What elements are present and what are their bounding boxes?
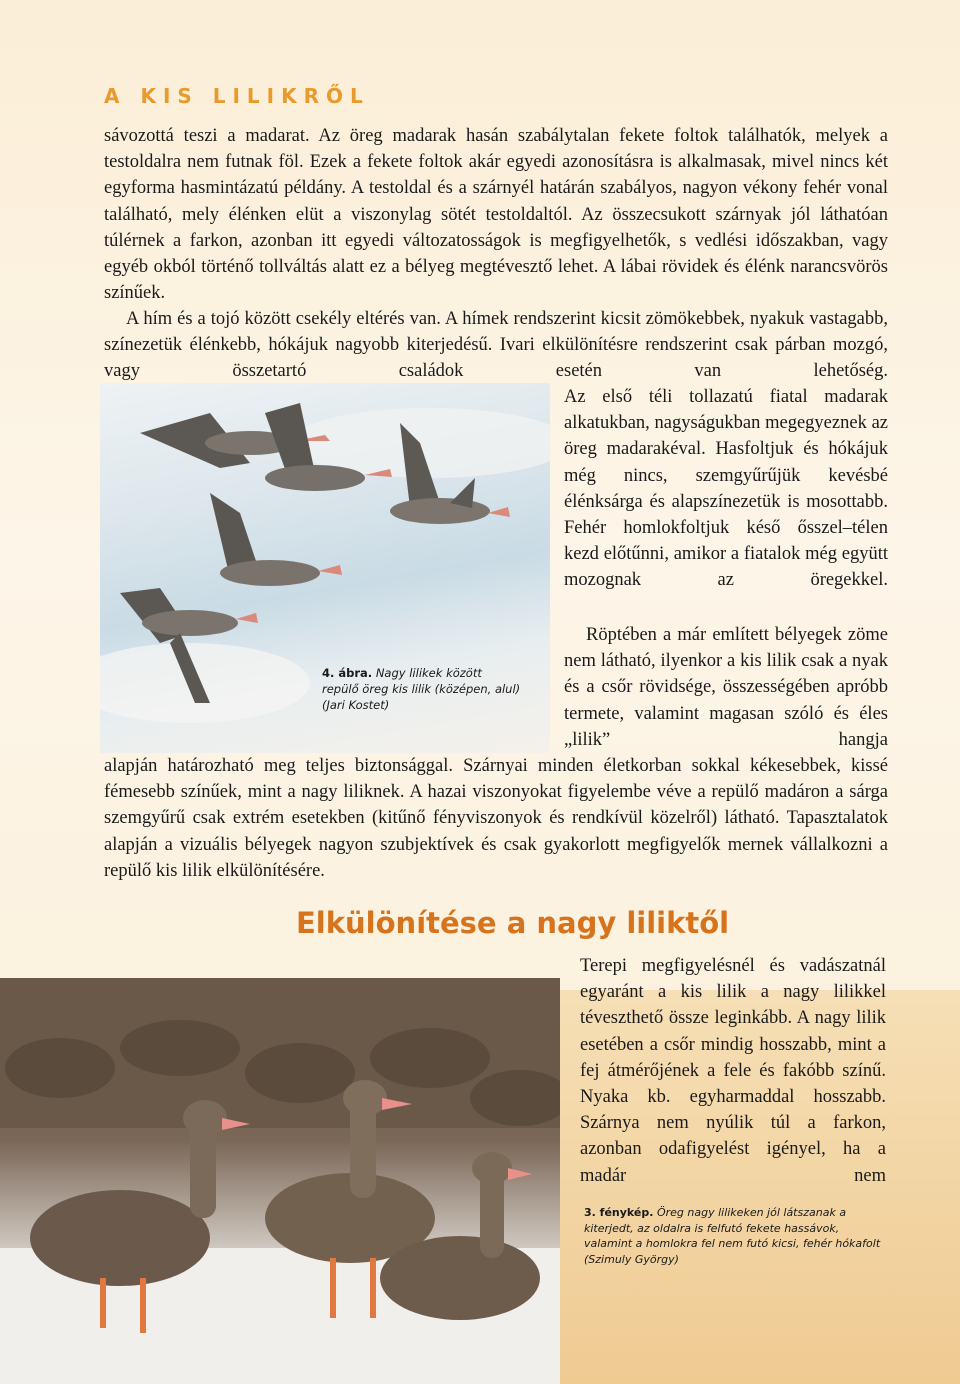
figure-caption-label: 4. ábra. <box>322 666 373 680</box>
photo-geese-on-snow <box>0 978 560 1384</box>
paragraph-body-3: Az első téli tollazatú fiatal madarak alkatukban, nagyságukban megegyeznek az öreg madarakéval. Hasfoltjuk és hókájuk még nincs, szemgyűrűjük kevésbé élénksárga és alapszínezetük is mosottabb. Fehér homlokfoltjuk késő ősszel–télen kezd előtűnni, amikor a fiatalok még együtt mozognak az öregekkel. <box>564 387 888 591</box>
paragraph-body-6: Terepi megfigyelésnél és vadászatnál egyaránt a kis lilik a nagy lilikkel téveszthető össze leginkább. A nagy lilik esetében a csőr mindig hosszabb, mint a fej átmérőjének a fele és fakóbb színű. Nyaka kb. egyharmaddal hosszabb. Szárnya nem nyúlik túl a farkon, azonban odafigyelést igényel, ha a madár nem <box>580 956 886 1186</box>
figure-caption-text: Nagy lilikek között repülő öreg kis lilik (középen, alul) (Jari Kostet) <box>322 666 521 712</box>
running-head: A KIS LILIKRŐL <box>104 84 370 108</box>
figure-caption <box>322 665 522 713</box>
section-title: Elkülönítése a nagy liliktől <box>296 906 730 940</box>
photo-caption-text: Öreg nagy lilikeken jól látszanak a kiterjedt, az oldalra is felfutó fekete hassávok, valamint a homlokra fel nem futó kicsi, fehér hókafolt (Szimuly György) <box>584 1206 881 1266</box>
geese-photo <box>0 978 560 1384</box>
paragraph-body-5: alapján határozható meg teljes biztonsággal. Szárnyai minden életkorban sokkal kékesebbek, kissé fémesebb színűek, mint a nagy liliknek. A hazai viszonyokat figyelembe véve a repülő madáron a sárga szemgyűrű csak extrém esetekben (kitűnő fényviszonyok és rendkívül közelről) látható. Tapasztalatok alapján a vizuális bélyegek nagyon szubjektívek és csak gyakorlott megfigyelők mernek vállalkozni a repülő kis lilik elkülönítésére. <box>104 756 888 881</box>
paragraph-body-4: Röptében a már említett bélyegek zöme nem látható, ilyenkor a kis lilik csak a nyak és a csőr rövidsége, összességében apróbb termete, valamint magasan szóló és éles „lilik” hangja <box>564 625 888 750</box>
photo-caption <box>584 1205 884 1267</box>
photo-caption-label: 3. fénykép. <box>584 1206 654 1219</box>
paragraph-body-1: sávozottá teszi a madarat. Az öreg madarak hasán szabálytalan fekete foltok találhatók, melyek a testoldalra nem futnak föl. Ezek a fekete foltok akár egyedi azonosításra is alkalmasak, mivel nincs két egyforma hasmintázatú példány. A testoldal és a szárnyél határán szabályos, nagyon vékony fehér vonal található, mely élénken elüt a viszonylag sötét testoldaltól. Az összecsukott szárnyak jól láthatóan túlérnek a farkon, azonban itt egyedi változatosságok is megfigyelhetők, s vedlési időszakban, vagy egyéb okból történő tollváltás alatt ez a bélyeg megtévesztő lehet. A lábai rövidek és élénk narancsvörös színűek. <box>104 126 888 304</box>
goose-4 <box>210 493 342 586</box>
paragraph-body-2: A hím és a tojó között csekély eltérés van. A hímek rendszerint kicsit zömökebbek, nyakuk vastagabb, színezetük élénkebb, hókájuk nagyobb kiterjedésű. Ivari elkülönítésre rendszerint csak párban mozgó, vagy összetartó családok esetén van lehetőség. <box>104 309 888 382</box>
